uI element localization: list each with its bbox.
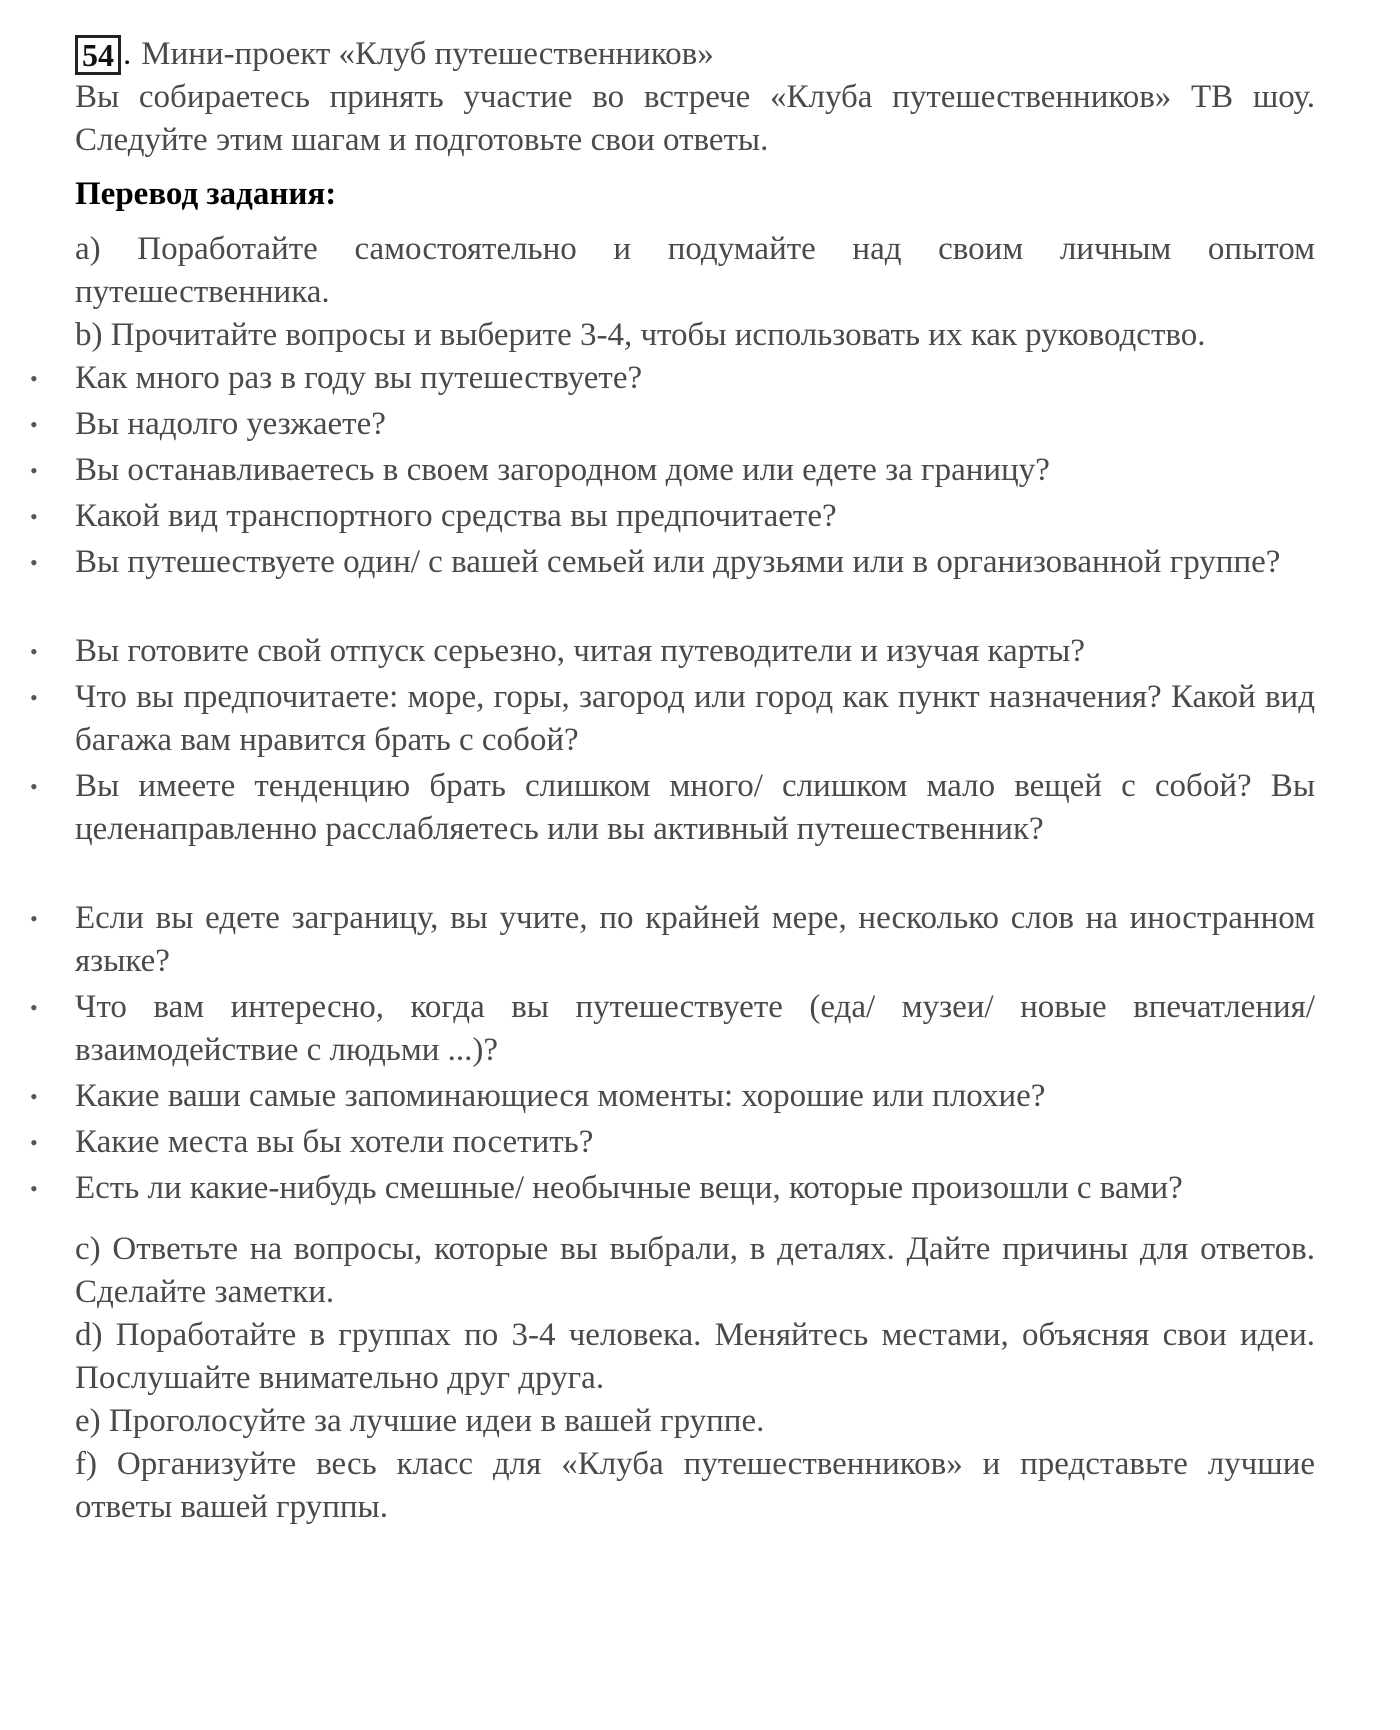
- question-text: Вы готовите свой отпуск серьезно, читая путеводители и изучая карты?: [75, 633, 1085, 669]
- question-text: Что вы предпочитаете: море, горы, загород или город как пункт назначения? Какой вид багажа вам нравится брать с собой?: [75, 679, 1315, 758]
- question-text: Какой вид транспортного средства вы предпочитаете?: [75, 498, 837, 534]
- question-item: [30, 1075, 1315, 1118]
- bullet-icon: •: [30, 685, 38, 710]
- question-item: [30, 676, 1315, 762]
- translation-heading: Перевод задания:: [75, 176, 337, 212]
- step-b: b) Прочитайте вопросы и выберите 3-4, чтобы использовать их как руководство.: [75, 317, 1206, 353]
- question-item: [30, 897, 1315, 983]
- bullet-icon: •: [30, 504, 38, 529]
- question-item: [30, 357, 1315, 400]
- question-item: [30, 495, 1315, 538]
- task-title: Мини-проект «Клуб путешественников»: [141, 36, 714, 72]
- bullet-icon: •: [30, 458, 38, 483]
- question-item: [30, 630, 1315, 673]
- question-text: Вы имеете тенденцию брать слишком много/ слишком мало вещей с собой? Вы целенаправленно расслабляетесь или вы активный путешественник?: [75, 768, 1315, 847]
- bullet-icon: •: [30, 639, 38, 664]
- question-text: Если вы едете заграницу, вы учите, по крайней мере, несколько слов на иностранном языке?: [75, 900, 1315, 979]
- bullet-icon: •: [30, 774, 38, 799]
- question-item: [30, 1167, 1315, 1210]
- bullet-icon: •: [30, 366, 38, 391]
- step-a: a) Поработайте самостоятельно и подумайте над своим личным опытом путешественника.: [75, 231, 1315, 310]
- bullet-icon: •: [30, 1130, 38, 1155]
- question-list-2: [30, 630, 1315, 851]
- task-number-box: 54: [75, 35, 121, 75]
- question-text: Вы путешествуете один/ с вашей семьей или друзьями или в организованной группе?: [75, 544, 1281, 580]
- question-item: [30, 449, 1315, 492]
- bullet-icon: •: [30, 995, 38, 1020]
- step-d: d) Поработайте в группах по 3-4 человека. Меняйтесь местами, объясняя свои идеи. Послушайте внимательно друг друга.: [75, 1317, 1315, 1396]
- question-text: Вы останавливаетесь в своем загородном доме или едете за границу?: [75, 452, 1050, 488]
- question-text: Как много раз в году вы путешествуете?: [75, 360, 643, 396]
- task-number-dot: .: [123, 36, 132, 72]
- step-f: f) Организуйте весь класс для «Клуба путешественников» и представьте лучшие ответы вашей группы.: [75, 1446, 1315, 1525]
- bullet-icon: •: [30, 1176, 38, 1201]
- question-list-3: [30, 897, 1315, 1210]
- step-e: e) Проголосуйте за лучшие идеи в вашей группе.: [75, 1403, 765, 1439]
- bullet-icon: •: [30, 550, 38, 575]
- bullet-icon: •: [30, 412, 38, 437]
- document-content: [30, 33, 1315, 1529]
- task-intro: Вы собираетесь принять участие во встрече «Клуба путешественников» ТВ шоу. Следуйте этим шагам и подготовьте свои ответы.: [75, 79, 1315, 158]
- question-item: [30, 1121, 1315, 1164]
- step-c: c) Ответьте на вопросы, которые вы выбрали, в деталях. Дайте причины для ответов. Сделайте заметки.: [75, 1231, 1315, 1310]
- question-item: [30, 765, 1315, 851]
- question-text: Что вам интересно, когда вы путешествуете (еда/ музеи/ новые впечатления/ взаимодействие с людьми ...)?: [75, 989, 1315, 1068]
- question-list-1: [30, 357, 1315, 584]
- question-item: [30, 403, 1315, 446]
- bullet-icon: •: [30, 1084, 38, 1109]
- bullet-icon: •: [30, 906, 38, 931]
- task-header: [75, 33, 1315, 76]
- question-text: Есть ли какие-нибудь смешные/ необычные вещи, которые произошли с вами?: [75, 1170, 1183, 1206]
- question-text: Какие места вы бы хотели посетить?: [75, 1124, 594, 1160]
- question-text: Вы надолго уезжаете?: [75, 406, 386, 442]
- question-item: [30, 986, 1315, 1072]
- question-item: [30, 541, 1315, 584]
- question-text: Какие ваши самые запоминающиеся моменты: хорошие или плохие?: [75, 1078, 1046, 1114]
